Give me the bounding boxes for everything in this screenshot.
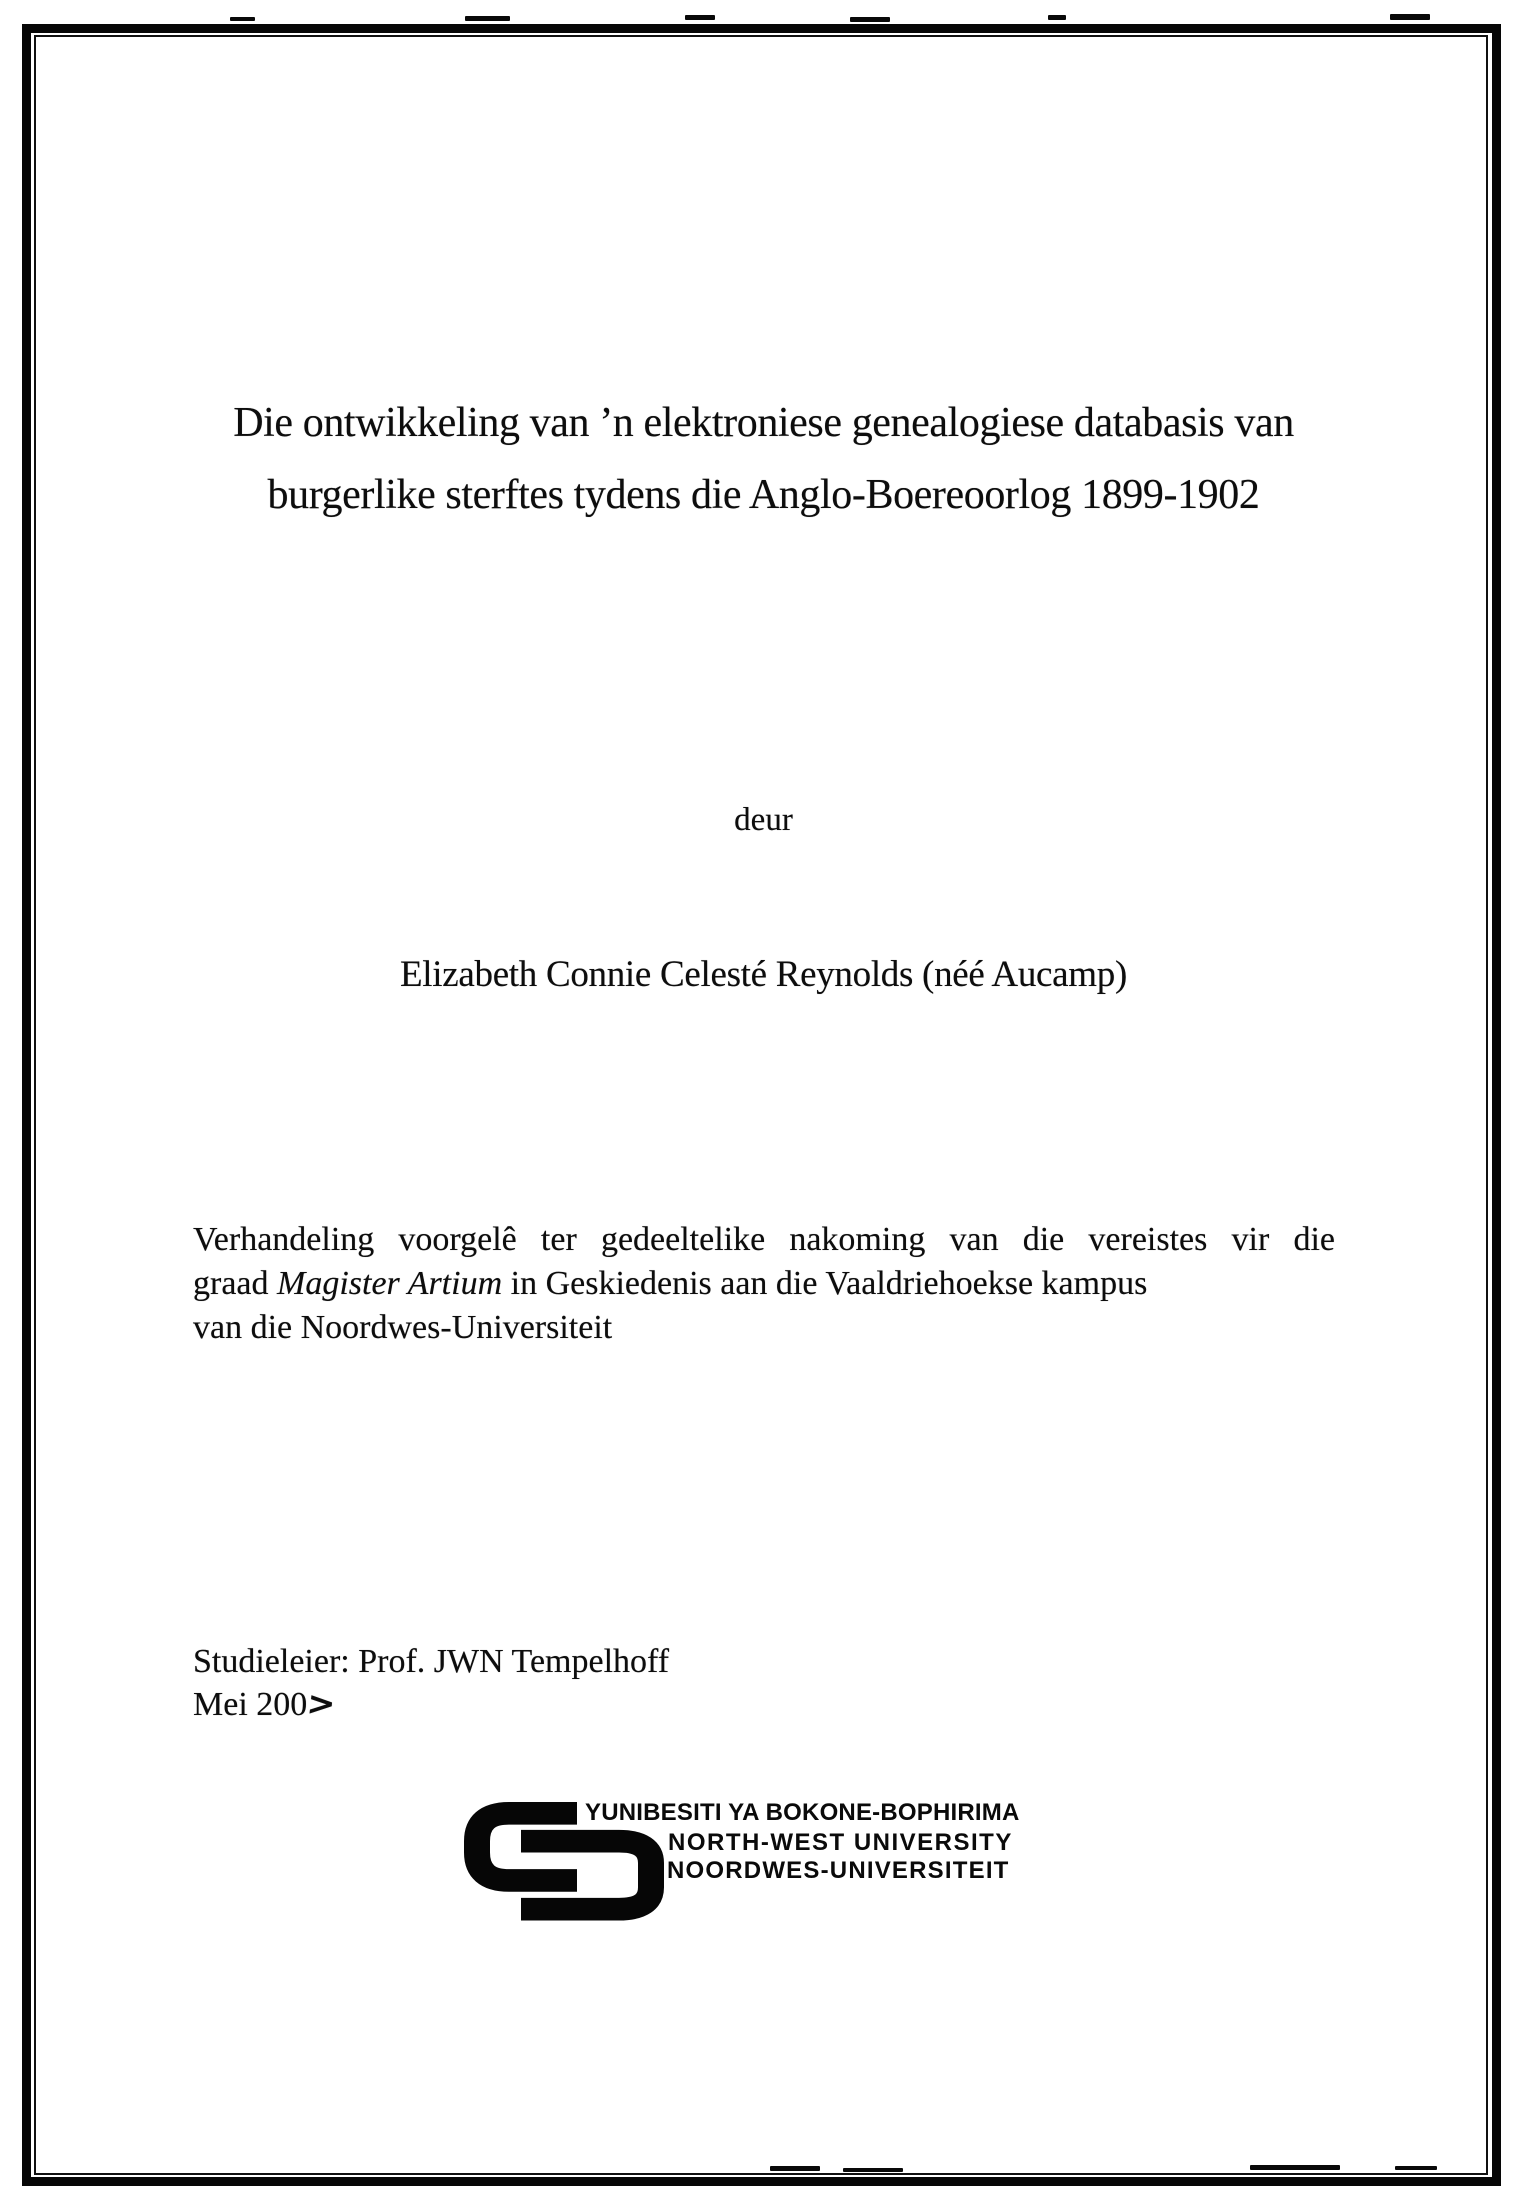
scan-artifact [1390,14,1430,20]
date-seven-glyph: > [305,1685,338,1723]
date-line [193,1684,336,1725]
statement-line1: Verhandeling voorgelê ter gedeeltelike nakoming van die vereistes vir die [193,1221,1335,1258]
scan-artifact [1250,2165,1340,2170]
degree-name: Magister Artium [277,1265,503,1302]
date-text: Mei 200 [193,1686,308,1723]
degree-statement [193,1218,1335,1350]
statement-line2 [193,1262,1335,1306]
thesis-title-line2: burgerlike sterftes tydens die Anglo-Boereoorlog 1899-1902 [267,472,1260,518]
statement-line2-suffix: in Geskiedenis aan die Vaaldriehoekse kampus [502,1265,1148,1302]
statement-line3: van die Noordwes-Universiteit [193,1309,613,1346]
supervisor-line: Studieleier: Prof. JWN Tempelhoff [193,1643,670,1680]
statement-line2-prefix: graad [193,1265,278,1302]
logo-text-afrikaans: NOORDWES-UNIVERSITEIT [667,1857,1010,1884]
scan-artifact [770,2166,820,2171]
byline: deur [734,802,793,838]
logo-text-setswana: YUNIBESITI YA BOKONE-BOPHIRIMA [585,1799,1020,1826]
author-name: Elizabeth Connie Celesté Reynolds (néé Aucamp) [399,954,1127,995]
scan-artifact [230,17,255,21]
scan-artifact [850,17,890,22]
thesis-title-line1: Die ontwikkeling van ’n elektroniese genealogiese databasis van [233,400,1294,446]
scan-artifact [465,16,510,21]
scan-artifact [1048,15,1066,20]
scan-artifact [1395,2166,1437,2170]
scan-artifact [843,2168,903,2172]
logo-text-english: NORTH-WEST UNIVERSITY [668,1829,1013,1856]
scan-artifact [685,15,715,20]
